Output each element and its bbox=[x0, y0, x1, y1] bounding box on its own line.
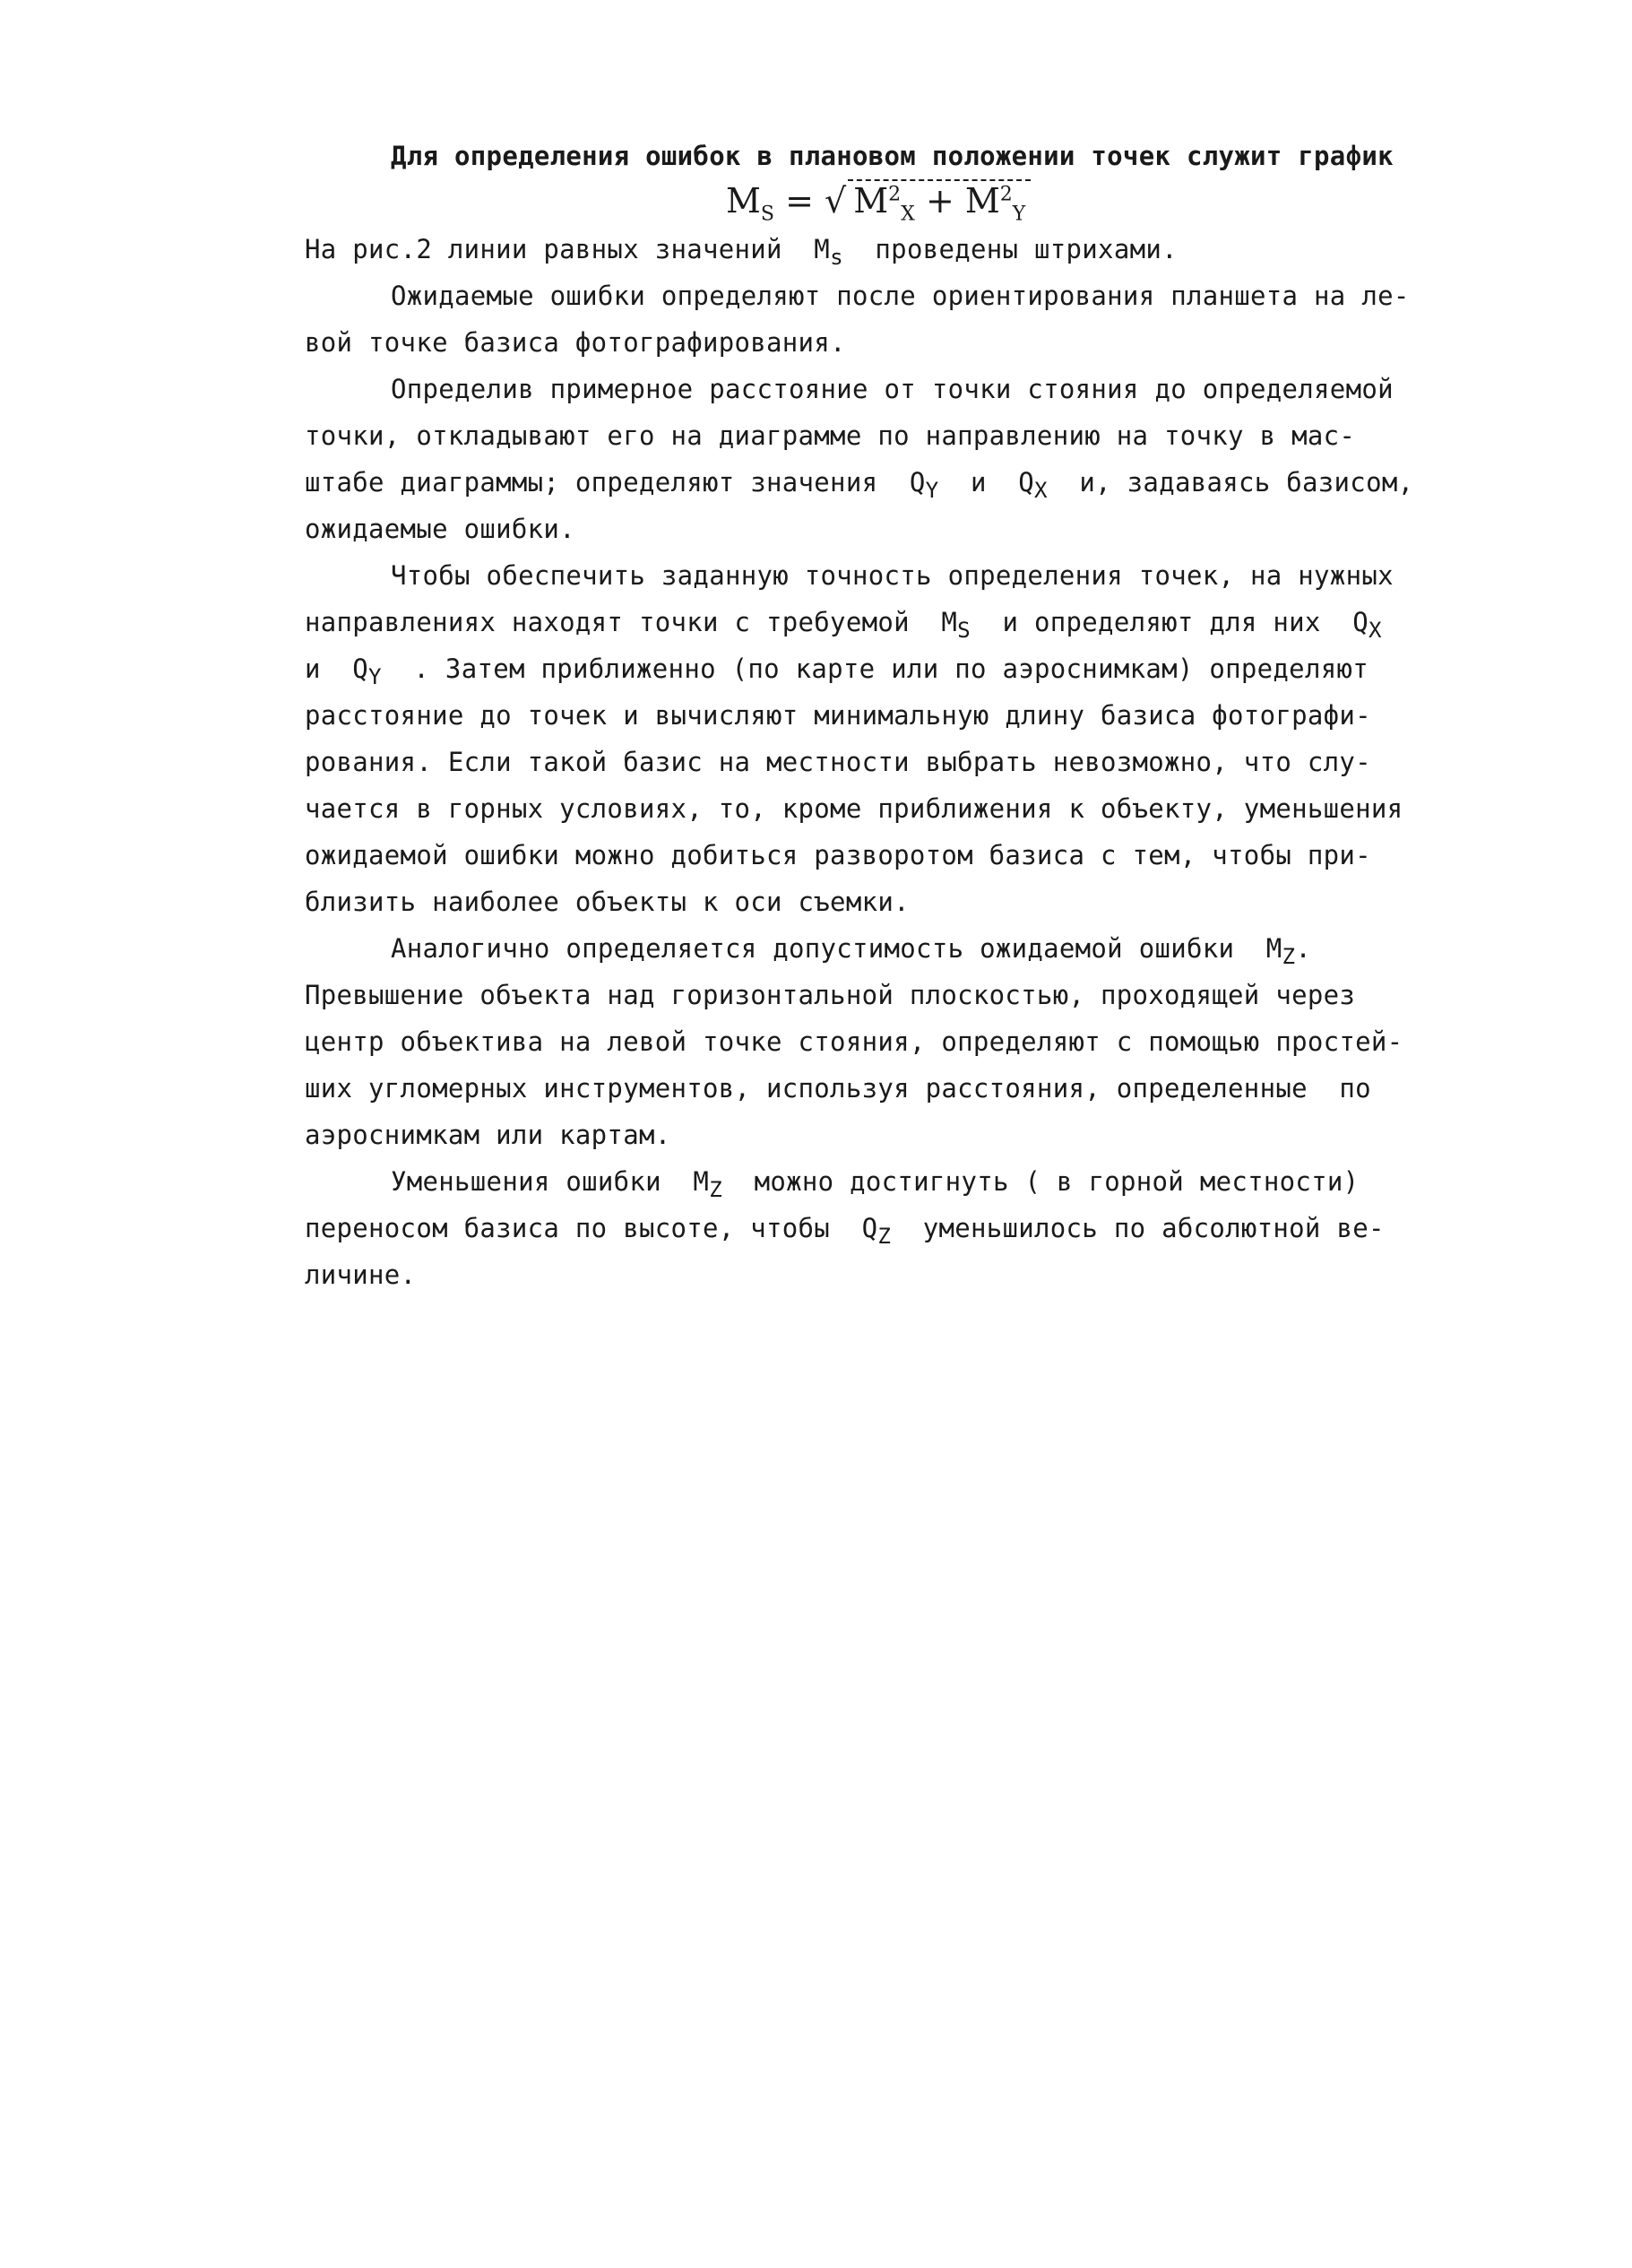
p6-l1-b: . bbox=[1295, 933, 1312, 964]
p2-sub: s bbox=[830, 244, 843, 270]
p6-l1-sub: Z bbox=[1282, 943, 1296, 969]
paragraph-3-line-1: Ожидаемые ошибки определяют после ориентирования планшета на ле- bbox=[391, 281, 1410, 311]
p5-l2-sub: S bbox=[957, 617, 971, 643]
paragraph-2 bbox=[305, 226, 1541, 273]
radical-sign: √ bbox=[825, 181, 847, 221]
p7-l1-b: можно достигнуть ( в горной местности) bbox=[722, 1166, 1360, 1197]
p7-l2-b: уменьшилось по абсолютной ве- bbox=[891, 1213, 1385, 1243]
rad-a: M bbox=[853, 181, 889, 221]
heading-line bbox=[305, 133, 1541, 179]
p5-l3-b: . Затем приближенно (по карте или по аэроснимкам) определяют bbox=[381, 654, 1369, 684]
rad-b-sup: 2 bbox=[999, 183, 1013, 206]
p4-l3-mid: и Q bbox=[938, 467, 1035, 498]
paragraph-5-line-8: близить наиболее объекты к оси съемки. bbox=[305, 887, 910, 917]
p5-l2-a: направлениях находят точки с требуемой M bbox=[305, 607, 958, 637]
formula-lhs-sub: S bbox=[760, 203, 774, 226]
paragraph-7-line-2 bbox=[305, 1205, 1541, 1251]
paragraph-4-line-3 bbox=[305, 459, 1541, 506]
p4-l3-sub1: Y bbox=[925, 477, 939, 503]
p4-l3-sub2: X bbox=[1034, 477, 1048, 503]
p7-l2-sub: Z bbox=[877, 1223, 892, 1249]
paragraph-5-line-7: ожидаемой ошибки можно добиться разворотом базиса с тем, чтобы при- bbox=[305, 840, 1371, 870]
rad-b: M bbox=[964, 181, 1000, 221]
p5-l2-sub2: X bbox=[1368, 617, 1382, 643]
paragraph-5-line-6: чается в горных условиях, то, кроме приближения к объекту, уменьшения bbox=[305, 793, 1403, 824]
paragraph-6-line-3: центр объектива на левой точке стояния, определяют с помощью простей- bbox=[305, 1026, 1403, 1057]
paragraph-5-line-1: Чтобы обеспечить заданную точность определения точек, на нужных bbox=[391, 560, 1394, 591]
document-body bbox=[305, 133, 1541, 1298]
rad-b-sub: Y bbox=[1012, 203, 1026, 226]
formula-lhs: M bbox=[726, 181, 761, 221]
radicand bbox=[848, 179, 1031, 226]
paragraph-5-line-2 bbox=[305, 599, 1541, 645]
p4-l3-end: и, задаваясь базисом, bbox=[1047, 467, 1414, 498]
paragraph-6-line-2: Превышение объекта над горизонтальной плоскостью, проходящей через bbox=[305, 980, 1356, 1010]
paragraph-6-line-5: аэроснимкам или картам. bbox=[305, 1120, 671, 1150]
paragraph-5-line-4: расстояние до точек и вычисляют минимальную длину базиса фотографи- bbox=[305, 700, 1371, 731]
paragraph-5-line-5: рования. Если такой базис на местности выбрать невозможно, что слу- bbox=[305, 747, 1371, 777]
paragraph-4-line-1: Определив примерное расстояние от точки стояния до определяемой bbox=[391, 374, 1394, 404]
paragraph-6-line-1 bbox=[305, 925, 1541, 972]
paragraph-4-line-2: точки, откладывают его на диаграмме по направлению на точку в мас- bbox=[305, 420, 1356, 451]
paragraph-5-line-3 bbox=[305, 645, 1541, 692]
p2-end: проведены штрихами. bbox=[842, 234, 1178, 264]
p4-l3-a: штабе диаграммы; определяют значения Q bbox=[305, 467, 926, 498]
error-formula bbox=[726, 179, 1031, 226]
p5-l3-sub: Y bbox=[368, 663, 382, 689]
formula-eq: = bbox=[785, 181, 814, 221]
paragraph-6-line-4: ших угломерных инструментов, используя расстояния, определенные по bbox=[305, 1073, 1371, 1104]
p6-l1-a: Аналогично определяется допустимость ожидаемой ошибки M bbox=[391, 933, 1282, 964]
p7-l2-a: переносом базиса по высоте, чтобы Q bbox=[305, 1213, 878, 1243]
p7-l1-sub: Z bbox=[709, 1176, 723, 1202]
p7-l1-a: Уменьшения ошибки M bbox=[391, 1166, 710, 1197]
paragraph-3-line-2: вой точке базиса фотографирования. bbox=[305, 327, 846, 358]
paragraph-4-line-4: ожидаемые ошибки. bbox=[305, 514, 575, 544]
p5-l2-b: и определяют для них Q bbox=[970, 607, 1369, 637]
rad-a-sup: 2 bbox=[888, 183, 902, 206]
paragraph-7-line-1 bbox=[305, 1158, 1541, 1205]
p2-text: На рис.2 линии равных значений M bbox=[305, 234, 831, 264]
paragraph-7-line-3: личине. bbox=[305, 1260, 417, 1290]
rad-a-sub: X bbox=[901, 203, 915, 226]
heading-text: Для определения ошибок в плановом положении точек служит график bbox=[391, 141, 1394, 171]
formula-plus: + bbox=[925, 181, 954, 221]
p5-l3-a: и Q bbox=[305, 654, 369, 684]
